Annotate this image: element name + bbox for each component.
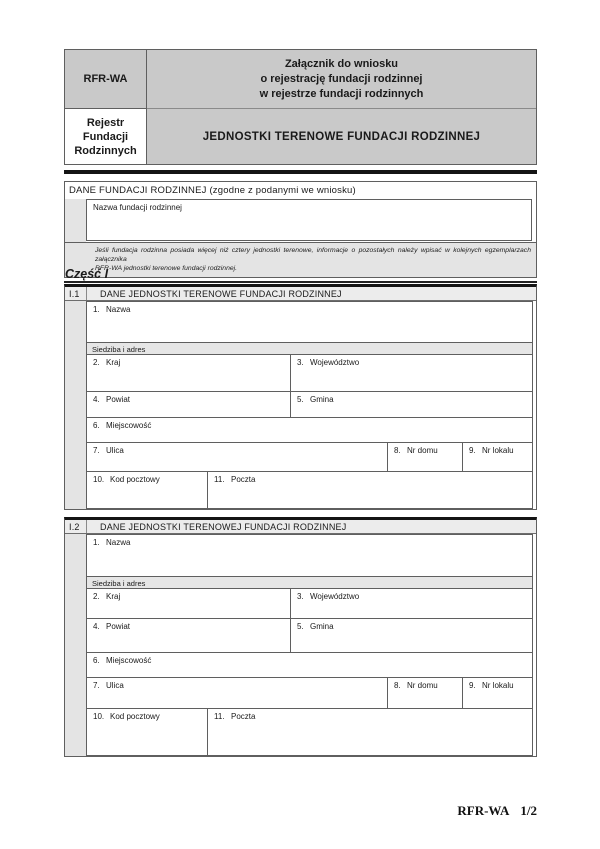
part-1-heading (64, 267, 537, 283)
field-nazwa (87, 302, 532, 342)
field-label: Nr domu (407, 681, 438, 690)
field-number: 10. (93, 475, 105, 484)
footer-page-number: 1/2 (520, 803, 537, 818)
field-label: Kraj (106, 592, 121, 601)
field-kod-pocztowy (87, 709, 208, 755)
field-number: 8. (394, 446, 401, 455)
field-label: Nazwa (106, 538, 131, 547)
field-label: Powiat (106, 395, 131, 404)
field-powiat (87, 619, 291, 652)
field-number: 1. (93, 305, 100, 314)
section-i1-number: I.1 (65, 287, 87, 300)
field-number: 3. (297, 358, 304, 367)
form-code: RFR-WA (65, 50, 147, 109)
field-poczta (208, 709, 532, 755)
field-nr-domu (388, 443, 463, 471)
left-gray-strip (65, 301, 86, 509)
field-kod-pocztowy (87, 472, 208, 508)
field-ulica (87, 443, 388, 471)
section-i1-title: DANE JEDNOSTKI TERENOWE FUNDACJI RODZINNEJ (100, 288, 342, 299)
register-name: Rejestr Fundacji Rodzinnych (65, 109, 147, 164)
field-wojewodztwo (291, 589, 532, 618)
attachment-line-1: Załącznik do wniosku (284, 57, 399, 70)
section-i2 (64, 517, 537, 757)
field-number: 7. (93, 446, 100, 455)
field-kraj (87, 589, 291, 618)
address-sublabel: Siedziba i adres (92, 345, 146, 354)
section-i1 (64, 284, 537, 510)
part-1-heading-text: Część I (65, 267, 109, 281)
left-gray-strip (65, 534, 86, 756)
footer-form-code: RFR-WA (457, 803, 510, 818)
field-label: Miejscowość (106, 656, 152, 665)
field-number: 6. (93, 656, 100, 665)
foundation-name-field (86, 199, 532, 241)
field-label: Poczta (231, 475, 256, 484)
row-ulica-nrdomu-nrlokalu (87, 443, 532, 472)
foundation-name-label: Nazwa fundacji rodzinnej (93, 203, 182, 212)
row-powiat-gmina (87, 392, 532, 418)
foundation-name-area (86, 199, 536, 242)
field-number: 5. (297, 395, 304, 404)
field-label: Miejscowość (106, 421, 152, 430)
row-powiat-gmina (87, 619, 532, 653)
address-sublabel: Siedziba i adres (92, 579, 146, 588)
foundation-section-body (65, 199, 536, 242)
attachment-subtitle (147, 50, 536, 109)
field-label: Kod pocztowy (110, 475, 160, 484)
field-label: Ulica (106, 446, 124, 455)
row-miejscowosc (87, 653, 532, 678)
field-label: Nr lokalu (482, 446, 514, 455)
field-number: 2. (93, 592, 100, 601)
attachment-line-2: o rejestrację fundacji rodzinnej (260, 72, 423, 85)
section-i1-body (65, 301, 536, 509)
row-kod-poczta (87, 472, 532, 508)
row-nazwa (87, 535, 532, 577)
field-number: 5. (297, 622, 304, 631)
field-number: 3. (297, 592, 304, 601)
field-nazwa (87, 535, 532, 576)
field-number: 7. (93, 681, 100, 690)
section-i2-fields (86, 534, 533, 756)
field-number: 4. (93, 395, 100, 404)
foundation-note-line-2: RFR-WA jednostki terenowe fundacji rodzinnej. (95, 265, 238, 272)
field-miejscowosc (87, 418, 532, 442)
left-gray-strip (65, 199, 86, 242)
field-number: 4. (93, 622, 100, 631)
field-label: Gmina (310, 622, 334, 631)
foundation-section-title: DANE FUNDACJI RODZINNEJ (zgodne z podanymi we wniosku) (65, 182, 536, 199)
field-number: 6. (93, 421, 100, 430)
field-powiat (87, 392, 291, 417)
field-miejscowosc (87, 653, 532, 677)
field-gmina (291, 392, 532, 417)
field-number: 1. (93, 538, 100, 547)
field-number: 11. (214, 475, 225, 484)
row-nazwa (87, 302, 532, 343)
section-i1-header (65, 287, 536, 301)
field-number: 10. (93, 712, 105, 721)
field-nr-lokalu (463, 678, 532, 708)
field-label: Województwo (310, 358, 360, 367)
row-kod-poczta (87, 709, 532, 755)
attachment-line-3: w rejestrze fundacji rodzinnych (259, 87, 424, 100)
field-label: Nr domu (407, 446, 438, 455)
field-number: 9. (469, 446, 476, 455)
row-kraj-wojewodztwo (87, 355, 532, 392)
field-label: Nazwa (106, 305, 131, 314)
row-miejscowosc (87, 418, 532, 443)
field-number: 11. (214, 712, 225, 721)
section-i1-fields (86, 301, 533, 509)
field-label: Ulica (106, 681, 124, 690)
form-header (64, 49, 537, 165)
row-siedziba-label (87, 577, 532, 589)
header-divider-rule (64, 170, 537, 174)
field-number: 9. (469, 681, 476, 690)
field-nr-domu (388, 678, 463, 708)
page-footer (64, 803, 537, 819)
field-number: 8. (394, 681, 401, 690)
form-title: JEDNOSTKI TERENOWE FUNDACJI RODZINNEJ (147, 109, 536, 164)
row-siedziba-label (87, 343, 532, 355)
field-ulica (87, 678, 388, 708)
section-i2-title: DANE JEDNOSTKI TERENOWEJ FUNDACJI RODZINNEJ (100, 521, 347, 532)
field-label: Kod pocztowy (110, 712, 160, 721)
field-label: Nr lokalu (482, 681, 514, 690)
section-i2-number: I.2 (65, 520, 87, 533)
foundation-data-section (64, 181, 537, 278)
section-i2-header (65, 520, 536, 534)
row-kraj-wojewodztwo (87, 589, 532, 619)
field-label: Województwo (310, 592, 360, 601)
field-label: Gmina (310, 395, 334, 404)
section-i2-body (65, 534, 536, 756)
foundation-note-line-1: Jeśli fundacja rodzinna posiada więcej niż cztery jednostki terenowe, informacje o pozostałych należy wpisać w kolejnych egzemplarzach załącznika (95, 247, 531, 263)
field-label: Powiat (106, 622, 131, 631)
field-wojewodztwo (291, 355, 532, 391)
field-label: Poczta (231, 712, 256, 721)
field-number: 2. (93, 358, 100, 367)
field-poczta (208, 472, 532, 508)
row-ulica-nrdomu-nrlokalu (87, 678, 532, 709)
field-kraj (87, 355, 291, 391)
field-label: Kraj (106, 358, 121, 367)
field-nr-lokalu (463, 443, 532, 471)
field-gmina (291, 619, 532, 652)
